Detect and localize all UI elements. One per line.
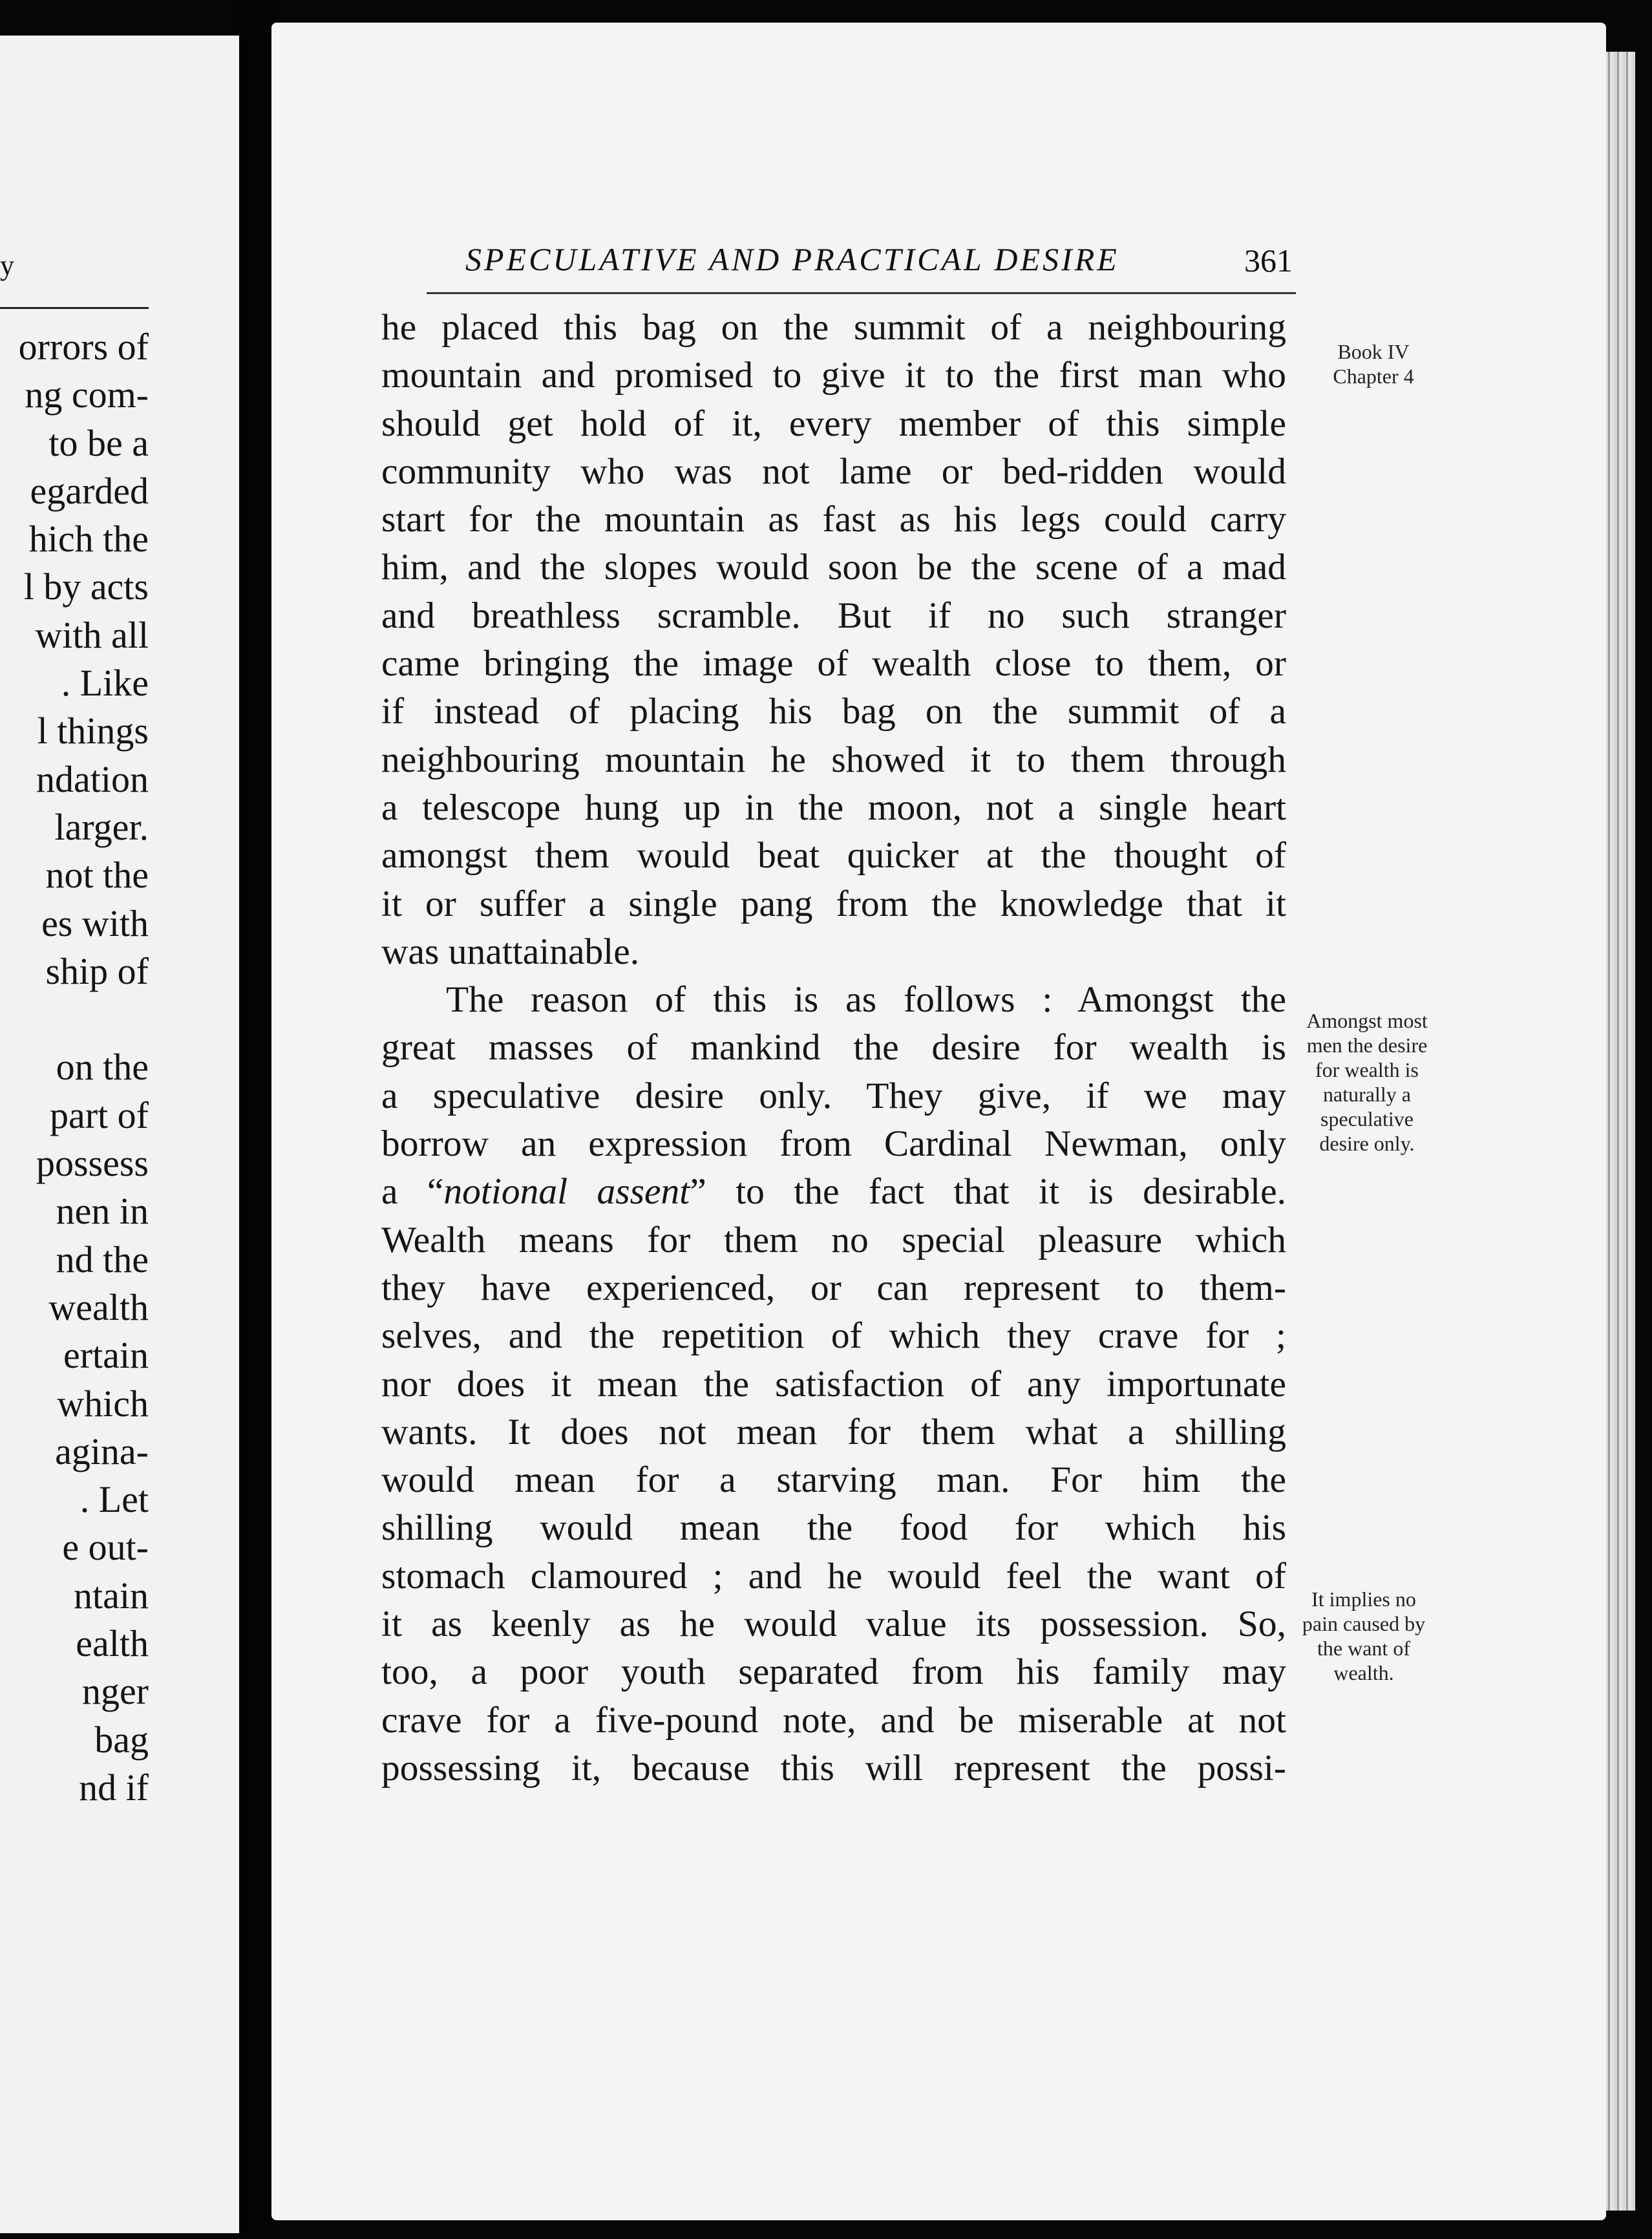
text-line-with-italic <box>381 1168 1286 1216</box>
text-line: possessing it, because this will represent the possi- <box>381 1747 1286 1788</box>
marginal-note-line: desire only. <box>1319 1132 1415 1155</box>
marginal-note-line: Book IV <box>1337 340 1410 363</box>
left-line: ealth <box>76 1622 149 1665</box>
text-line: selves, and the repetition of which they crave for ; <box>381 1315 1286 1357</box>
text-line: him, and the slopes would soon be the scene of a mad <box>381 547 1286 588</box>
left-facing-page <box>0 36 239 2233</box>
left-line: orrors of <box>18 326 149 368</box>
text-line: wants. It does not mean for them what a shilling <box>381 1411 1286 1452</box>
left-line: agina- <box>55 1430 149 1472</box>
text-line: mountain and promised to give it to the first man who <box>381 355 1286 396</box>
text-line: stomach clamoured ; and he would feel the want of <box>381 1555 1286 1597</box>
left-line: bag <box>94 1718 149 1761</box>
left-line: . Let <box>79 1478 149 1521</box>
text-line: a speculative desire only. They give, if we may <box>381 1075 1286 1116</box>
marginal-note-line: for wealth is <box>1315 1058 1419 1081</box>
text-fragment: ” to the fact that it is desirable. <box>690 1171 1286 1213</box>
text-line: Wealth means for them no special pleasure which <box>381 1219 1286 1260</box>
marginal-note-speculative-desire <box>1286 1008 1448 1156</box>
running-head-title: SPECULATIVE AND PRACTICAL DESIRE <box>465 241 1119 277</box>
left-line: to be a <box>48 421 149 464</box>
text-line: it or suffer a single pang from the knowledge that it <box>381 883 1286 924</box>
body-text <box>381 304 1286 1792</box>
marginal-note-line: Chapter 4 <box>1333 365 1414 388</box>
left-line: nd if <box>79 1766 149 1809</box>
left-line: larger. <box>54 805 149 848</box>
left-line: nd the <box>56 1238 149 1280</box>
text-line: amongst them would beat quicker at the thought of <box>381 835 1286 876</box>
marginal-note-line: pain caused by <box>1302 1612 1426 1635</box>
left-line <box>19 995 149 1043</box>
text-line: shilling would mean the food for which his <box>381 1507 1286 1549</box>
italic-phrase: notional assent <box>443 1171 690 1213</box>
left-line: on the <box>56 1046 149 1088</box>
left-line: hich the <box>28 518 149 560</box>
left-line: l things <box>37 710 149 752</box>
left-line: ntain <box>74 1574 149 1617</box>
text-line: and breathless scramble. But if no such stranger <box>381 595 1286 636</box>
text-line: crave for a five-pound note, and be miserable at not <box>381 1699 1286 1741</box>
text-line: neighbouring mountain he showed it to them through <box>381 739 1286 780</box>
left-line: es with <box>41 902 149 944</box>
marginal-note-line: It implies no <box>1311 1587 1416 1611</box>
marginal-note-line: the want of <box>1317 1637 1410 1660</box>
text-line: came bringing the image of wealth close to them, or <box>381 643 1286 684</box>
left-line: wealth <box>48 1286 149 1328</box>
text-line: should get hold of it, every member of this simple <box>381 403 1286 444</box>
text-line: a telescope hung up in the moon, not a single heart <box>381 787 1286 828</box>
text-line: great masses of mankind the desire for wealth is <box>381 1027 1286 1068</box>
left-line: part of <box>50 1094 149 1136</box>
left-line: with all <box>35 613 149 656</box>
text-line: community who was not lame or bed-ridden would <box>381 451 1286 492</box>
text-line: he placed this bag on the summit of a neighbouring <box>381 307 1286 348</box>
left-page-running-mark: y <box>0 249 14 281</box>
text-line: too, a poor youth separated from his family may <box>381 1651 1286 1693</box>
left-line: ship of <box>45 950 149 992</box>
marginal-note-line: wealth. <box>1333 1661 1394 1684</box>
text-line: The reason of this is as follows : Amongst the <box>446 979 1286 1021</box>
marginal-note-book-chapter <box>1296 339 1451 388</box>
marginal-note-line: men the desire <box>1306 1034 1428 1057</box>
left-line: . Like <box>61 662 149 705</box>
left-line: ndation <box>36 758 149 800</box>
marginal-note-line: speculative <box>1320 1107 1414 1130</box>
left-line: egarded <box>30 469 149 512</box>
running-head-rule <box>427 292 1296 294</box>
text-line: start for the mountain as fast as his legs could carry <box>381 499 1286 540</box>
text-line: would mean for a starving man. For him the <box>381 1459 1286 1501</box>
left-page-text <box>19 323 149 1812</box>
left-line: which <box>57 1382 149 1425</box>
text-line: they have experienced, or can represent to them- <box>381 1267 1286 1308</box>
running-head <box>465 240 1293 286</box>
text-line: it as keenly as he would value its possession. So, <box>381 1604 1286 1645</box>
left-line: nger <box>81 1670 149 1713</box>
marginal-note-implies-no-pain <box>1286 1587 1441 1685</box>
left-page-head-rule <box>0 307 149 309</box>
text-line: was unattainable. <box>381 931 640 972</box>
marginal-note-line: Amongst most <box>1306 1009 1428 1032</box>
page-number: 361 <box>1244 242 1293 279</box>
left-line: possess <box>36 1142 149 1185</box>
marginal-note-line: naturally a <box>1323 1083 1411 1106</box>
text-line: borrow an expression from Cardinal Newman, only <box>381 1123 1286 1165</box>
left-line: ng com- <box>25 374 149 416</box>
text-line: nor does it mean the satisfaction of any importunate <box>381 1363 1286 1405</box>
left-line: l by acts <box>23 566 149 608</box>
text-fragment: a “ <box>381 1171 444 1213</box>
left-line: e out- <box>62 1526 149 1569</box>
left-line: not the <box>45 854 149 897</box>
left-line: ertain <box>63 1334 149 1377</box>
text-line: if instead of placing his bag on the summit of a <box>381 691 1286 732</box>
left-line: nen in <box>56 1190 149 1233</box>
